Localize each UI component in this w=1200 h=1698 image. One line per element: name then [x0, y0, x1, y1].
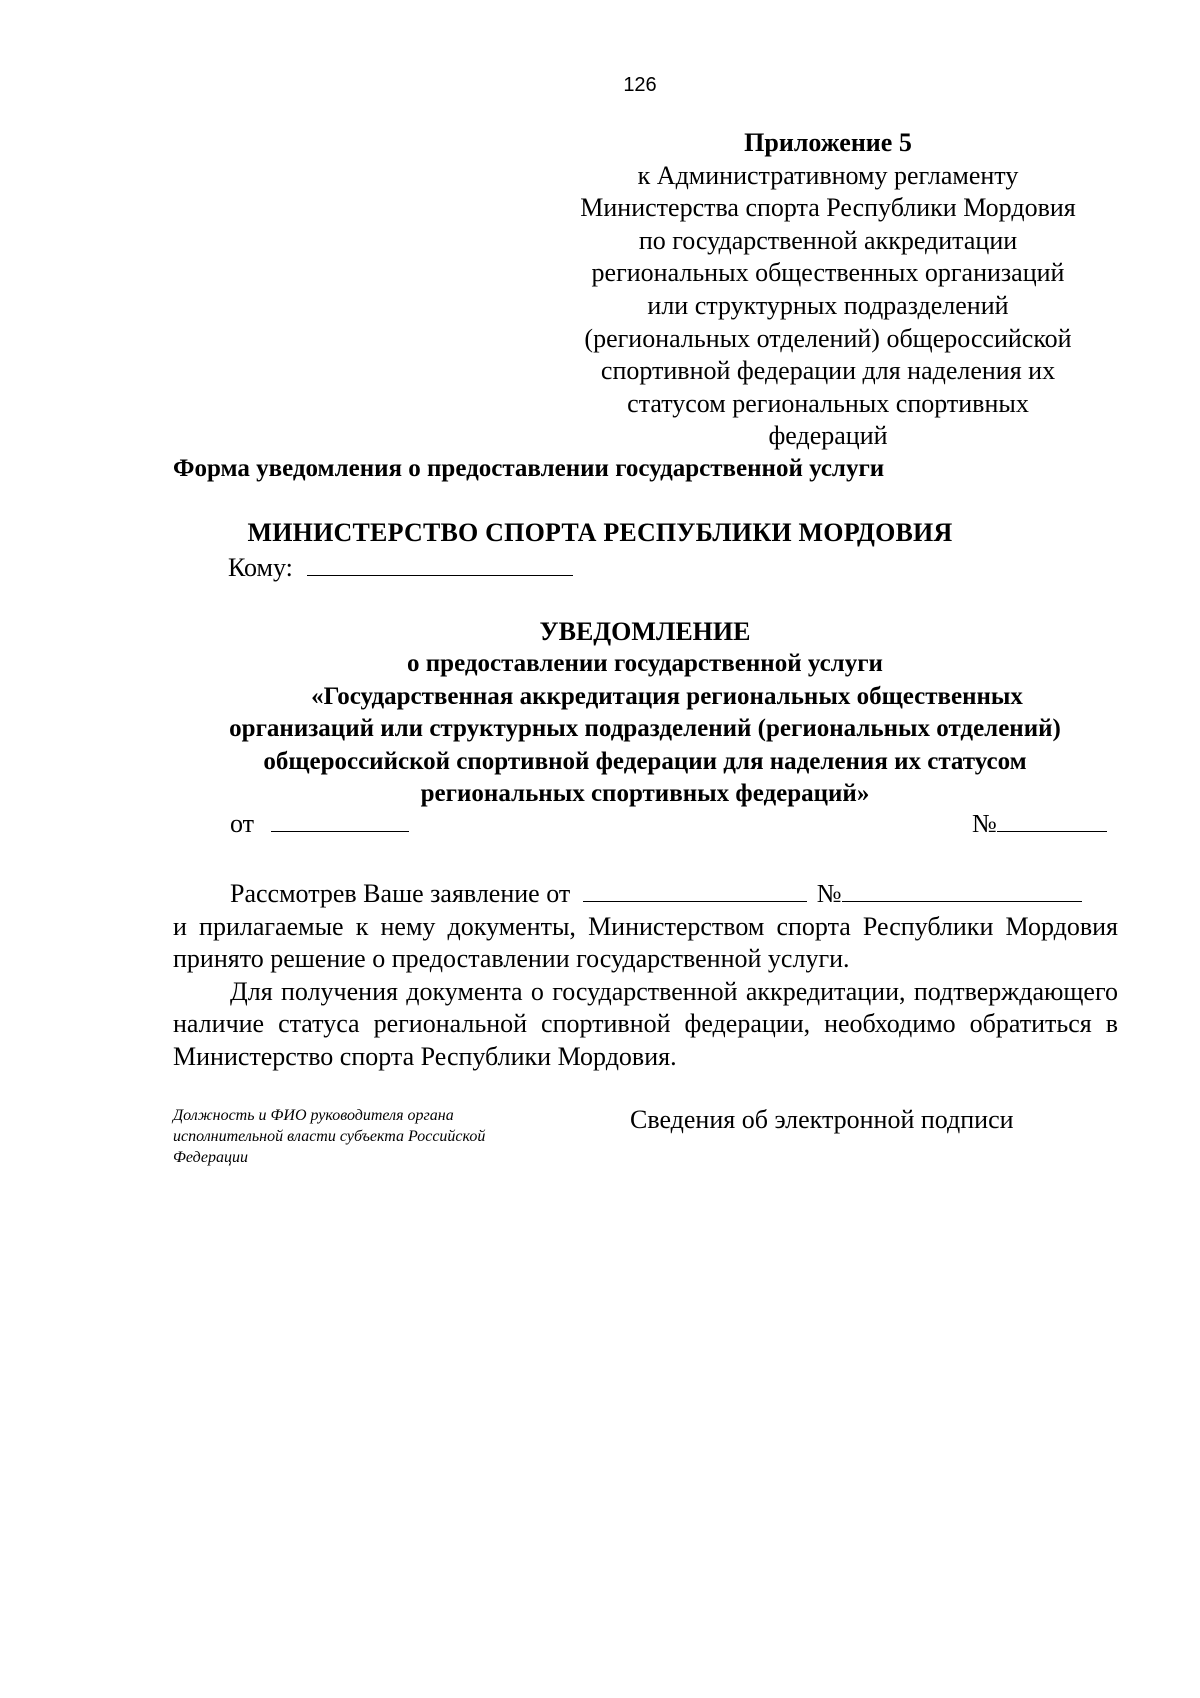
form-title: Форма уведомления о предоставлении государственной услуги: [173, 455, 885, 482]
appendix-line: по государственной аккредитации: [638, 225, 1018, 255]
notice-header: [172, 616, 1118, 811]
application-number-label: №: [816, 879, 842, 908]
date-blank-line: [271, 830, 409, 832]
number-label: №: [972, 809, 997, 838]
appendix-line: Министерства спорта Республики Мордовия: [580, 193, 1076, 223]
body-text: [173, 878, 1118, 1074]
application-text: Рассмотрев Ваше заявление от: [230, 879, 571, 908]
date-row: [230, 809, 409, 839]
recipient-row: [228, 553, 573, 583]
service-name-line: организаций или структурных подразделений (региональных отделений): [229, 715, 1061, 742]
instruction-paragraph: Для получения документа о государственной аккредитации, подтверждающего наличие статуса региональной спортивной федерации, необходимо обратиться в Министерство спорта Республики Мордовия.: [173, 976, 1118, 1071]
notice-subtitle: о предоставлении государственной услуги: [407, 650, 883, 677]
service-name-line: «Государственная аккредитация региональных общественных: [311, 682, 1023, 710]
appendix-line: или структурных подразделений: [647, 290, 1009, 320]
date-label: от: [230, 809, 255, 838]
appendix-line: спортивной федерации для наделения их: [600, 356, 1056, 386]
application-date-blank-line: [583, 900, 807, 902]
recipient-blank-line: [307, 574, 573, 576]
paragraph-first-line: [173, 878, 1118, 911]
application-number-blank-line: [842, 900, 1082, 902]
appendix-line: федераций: [768, 421, 888, 451]
number-row: [972, 809, 1107, 839]
appendix-line: (региональных отделений) общероссийской: [584, 323, 1072, 353]
service-name-line: региональных спортивных федераций»: [420, 780, 870, 807]
decision-paragraph: и прилагаемые к нему документы, Министерством спорта Республики Мордовия принято решение о предоставлении государственной услуги.: [173, 911, 1118, 974]
appendix-line: региональных общественных организаций: [591, 258, 1065, 288]
recipient-label: Кому:: [228, 553, 293, 582]
electronic-signature-label: Сведения об электронной подписи: [630, 1105, 1014, 1134]
notice-title: УВЕДОМЛЕНИЕ: [539, 617, 751, 646]
official-position-label: Должность и ФИО руководителя органа исполнительной власти субъекта Российской Федерации: [173, 1107, 486, 1166]
service-name-line: общероссийской спортивной федерации для наделения их статусом: [263, 747, 1027, 775]
appendix-line: к Административному регламенту: [637, 160, 1019, 190]
ministry-name: МИНИСТЕРСТВО СПОРТА РЕСПУБЛИКИ МОРДОВИЯ: [247, 518, 953, 547]
page-number: 126: [623, 74, 657, 96]
appendix-line: статусом региональных спортивных: [627, 388, 1029, 418]
number-blank-line: [997, 830, 1107, 832]
appendix-header: [558, 127, 1098, 453]
appendix-title: Приложение 5: [744, 128, 912, 157]
